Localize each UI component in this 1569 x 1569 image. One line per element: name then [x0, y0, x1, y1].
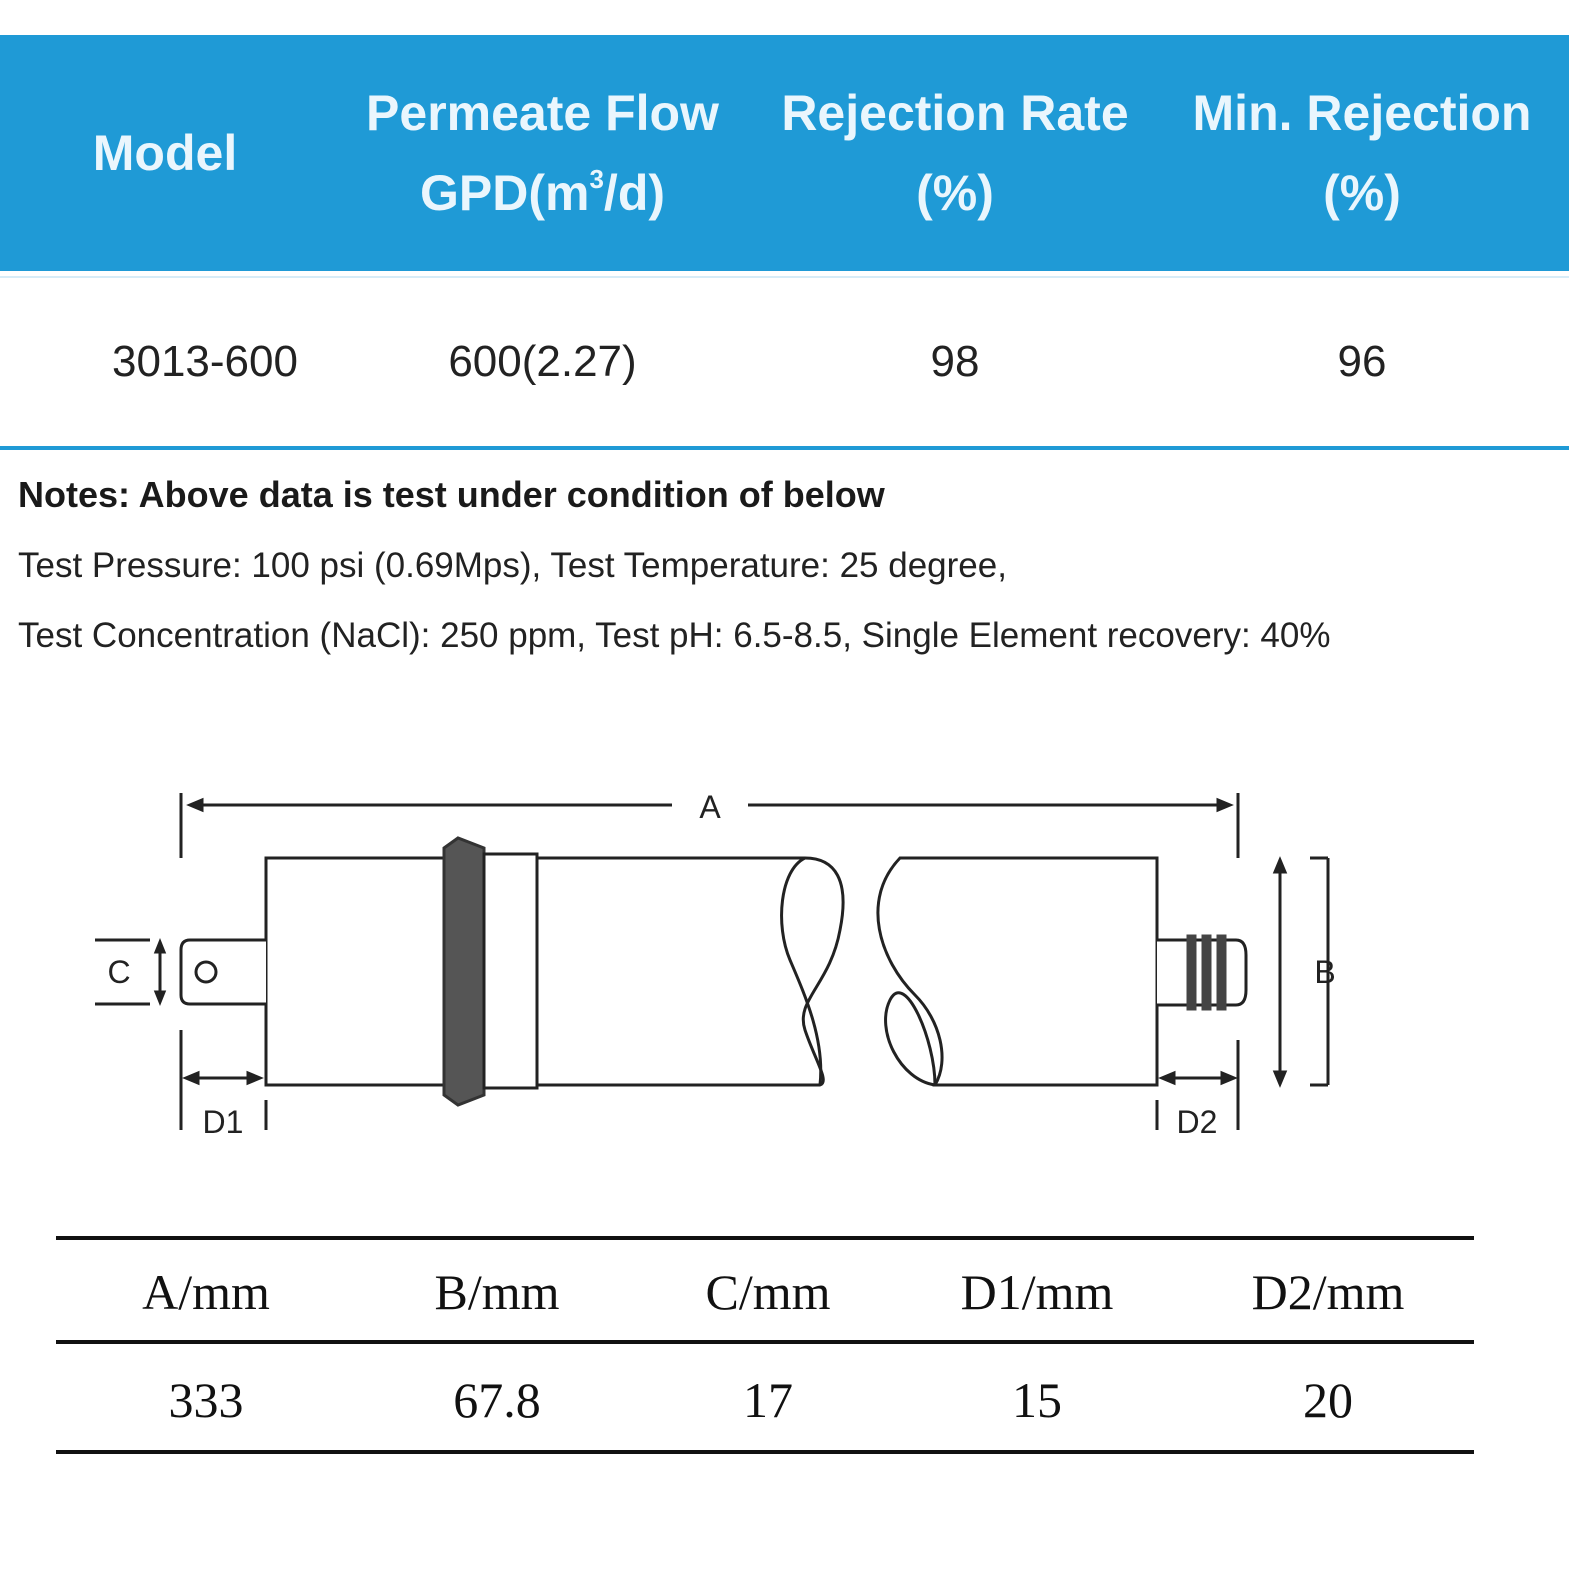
label-d2: D2 — [1176, 1104, 1218, 1140]
dim-table-bottom-rule — [56, 1450, 1474, 1454]
dim-header-d2: D2/mm — [1251, 1264, 1405, 1320]
dim-table-mid-rule — [56, 1340, 1474, 1344]
dim-value-b: 67.8 — [453, 1372, 541, 1428]
spec-table-header — [0, 35, 1569, 271]
header-divider — [0, 276, 1569, 278]
cell-min-rejection: 96 — [1337, 337, 1387, 386]
dim-header-b: B/mm — [434, 1264, 560, 1320]
dim-table-top-rule — [56, 1236, 1474, 1240]
header-permeate-unit-tail: /d) — [603, 165, 666, 221]
header-rejection-rate-line2: (%) — [916, 165, 994, 221]
header-permeate-flow-line2 — [420, 153, 665, 233]
dim-value-d1: 15 — [1012, 1372, 1062, 1428]
label-c: C — [107, 954, 131, 990]
header-rejection-rate-line1: Rejection Rate — [781, 85, 1129, 141]
table-bottom-rule — [0, 446, 1569, 450]
dim-value-a: 333 — [168, 1372, 244, 1428]
notes-title: Notes: Above data is test under condition of below — [18, 474, 885, 515]
header-min-rejection — [1155, 35, 1569, 271]
header-model-label: Model — [92, 125, 238, 181]
dim-value-d2: 20 — [1303, 1372, 1353, 1428]
cell-rejection-rate: 98 — [930, 337, 980, 386]
membrane-dimension-drawing — [0, 760, 1569, 1160]
header-rejection-rate — [755, 35, 1155, 271]
notes-line-1: Test Pressure: 100 psi (0.69Mps), Test Temperature: 25 degree, — [18, 546, 1007, 585]
label-a: A — [699, 789, 721, 825]
dim-header-d1: D1/mm — [960, 1264, 1114, 1320]
cell-permeate-flow: 600(2.27) — [448, 337, 637, 386]
header-permeate-flow-line1: Permeate Flow — [366, 85, 719, 141]
header-model — [0, 35, 330, 271]
header-permeate-unit: GPD(m — [419, 165, 590, 221]
dim-header-a: A/mm — [142, 1264, 270, 1320]
notes-line-2: Test Concentration (NaCl): 250 ppm, Test pH: 6.5-8.5, Single Element recovery: 40% — [18, 616, 1331, 655]
cell-model: 3013-600 — [112, 337, 298, 386]
label-d1: D1 — [202, 1104, 244, 1140]
header-permeate-sup: 3 — [589, 164, 604, 195]
dim-value-c: 17 — [743, 1372, 793, 1428]
header-min-rejection-line1: Min. Rejection — [1192, 85, 1532, 141]
header-min-rejection-line2: (%) — [1323, 165, 1401, 221]
dim-header-c: C/mm — [705, 1264, 831, 1320]
header-permeate-flow — [330, 35, 755, 271]
label-b: B — [1314, 954, 1336, 990]
